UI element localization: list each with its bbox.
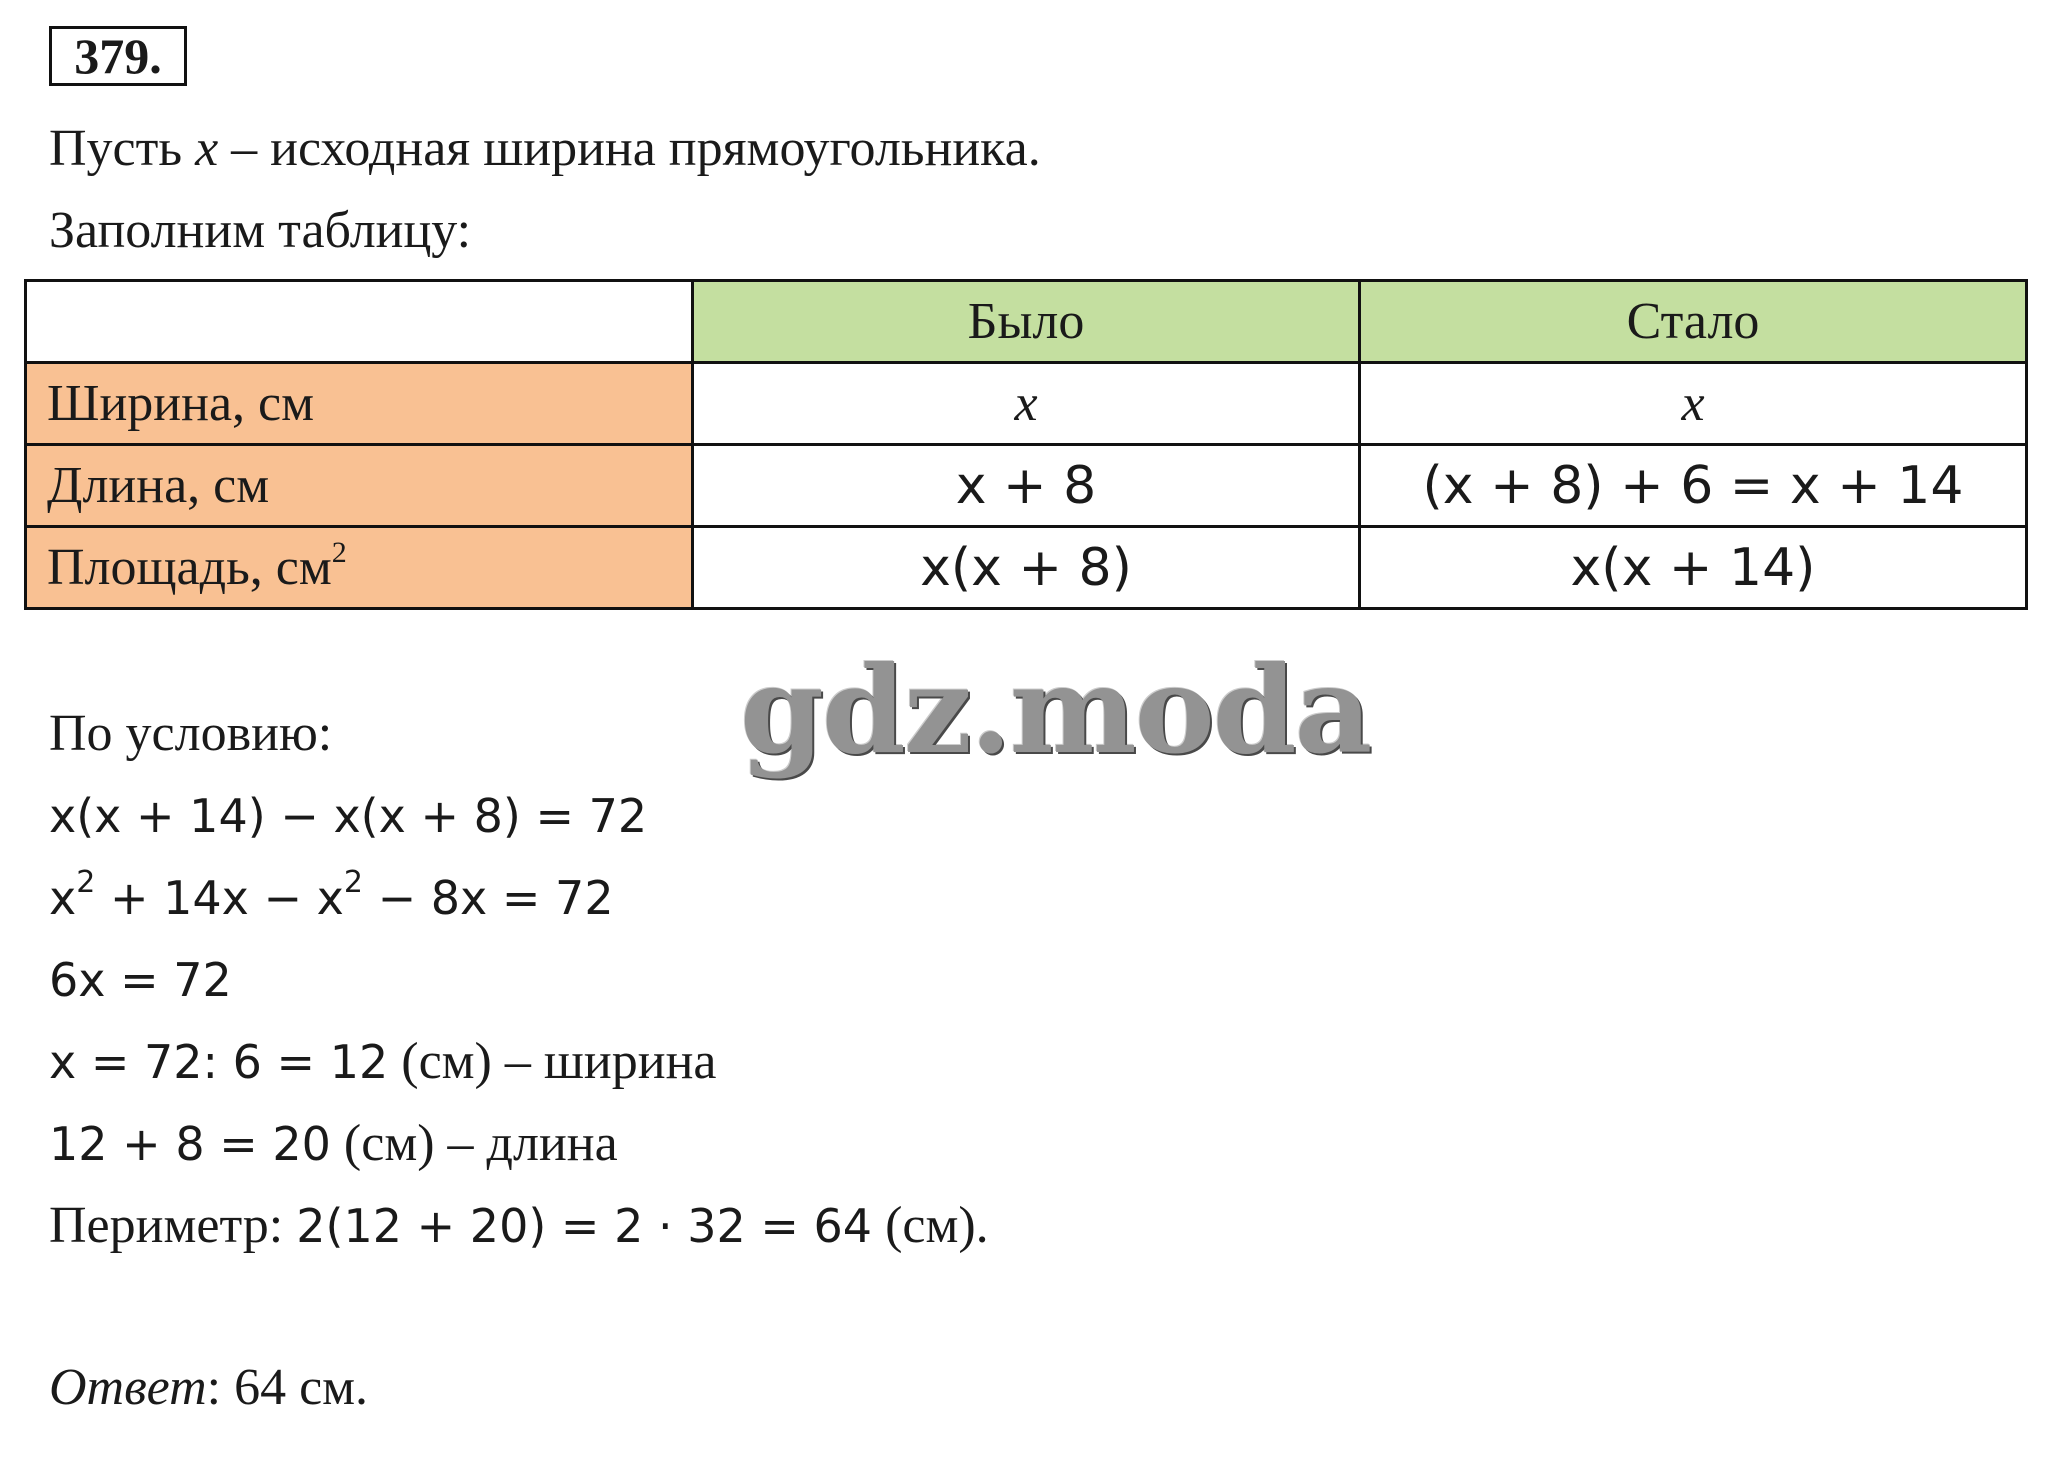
eq2-sup-1: 2 — [76, 865, 96, 900]
intro-variable: x — [195, 120, 219, 177]
length-solution — [49, 1112, 618, 1176]
cell-length-became: (x + 8) + 6 = x + 14 — [1360, 445, 2027, 527]
problem-number: 379. — [49, 26, 187, 86]
watermark-logo: gdz.moda — [740, 640, 1371, 781]
table-header-was: Было — [693, 281, 1360, 363]
perimeter-label: Периметр: — [49, 1197, 297, 1254]
condition-label: По условию: — [49, 705, 333, 762]
table-header-became: Стало — [1360, 281, 2027, 363]
eq2-part-3: + 14x − x — [95, 871, 344, 925]
equation-2 — [49, 866, 614, 930]
intro-line-2: Заполним таблицу: — [49, 202, 472, 259]
table-row-width — [26, 363, 2027, 445]
cell-area-became: x(x + 14) — [1360, 527, 2027, 609]
intro-text-after: – исходная ширина прямоугольника. — [218, 120, 1041, 177]
cell-width-was: x — [693, 363, 1360, 445]
table-row-area — [26, 527, 2027, 609]
eq2-part-5: − 8x = 72 — [362, 871, 614, 925]
table-header-empty — [26, 281, 693, 363]
answer-line — [49, 1356, 368, 1420]
answer-label: Ответ — [49, 1359, 207, 1416]
perimeter-math: 2(12 + 20) = 2 · 32 = 64 — [296, 1199, 873, 1253]
row-label-area-text: Площадь, см — [47, 538, 332, 596]
cell-area-was: x(x + 8) — [693, 527, 1360, 609]
width-text: (см) – ширина — [388, 1033, 717, 1090]
width-solution — [49, 1030, 716, 1094]
equation-1: x(x + 14) − x(x + 8) = 72 — [49, 789, 648, 843]
cell-length-was: x + 8 — [693, 445, 1360, 527]
perimeter-text: (см). — [872, 1197, 989, 1254]
eq2-sup-2: 2 — [343, 865, 363, 900]
comparison-table — [24, 279, 2028, 610]
perimeter-solution — [49, 1194, 989, 1258]
equation-3: 6x = 72 — [49, 953, 232, 1007]
row-label-area — [26, 527, 693, 609]
width-math: x = 72: 6 = 12 — [49, 1035, 389, 1089]
eq2-part-1: x — [49, 871, 77, 925]
table-row-length — [26, 445, 2027, 527]
intro-text-before: Пусть — [49, 120, 196, 177]
row-label-length: Длина, см — [26, 445, 693, 527]
length-math: 12 + 8 = 20 — [49, 1117, 331, 1171]
table-header-row — [26, 281, 2027, 363]
row-label-area-sup: 2 — [331, 535, 347, 569]
row-label-width: Ширина, см — [26, 363, 693, 445]
length-text: (см) – длина — [330, 1115, 618, 1172]
intro-line-1 — [49, 117, 1041, 181]
cell-width-became: x — [1360, 363, 2027, 445]
answer-text: : 64 см. — [206, 1359, 369, 1416]
